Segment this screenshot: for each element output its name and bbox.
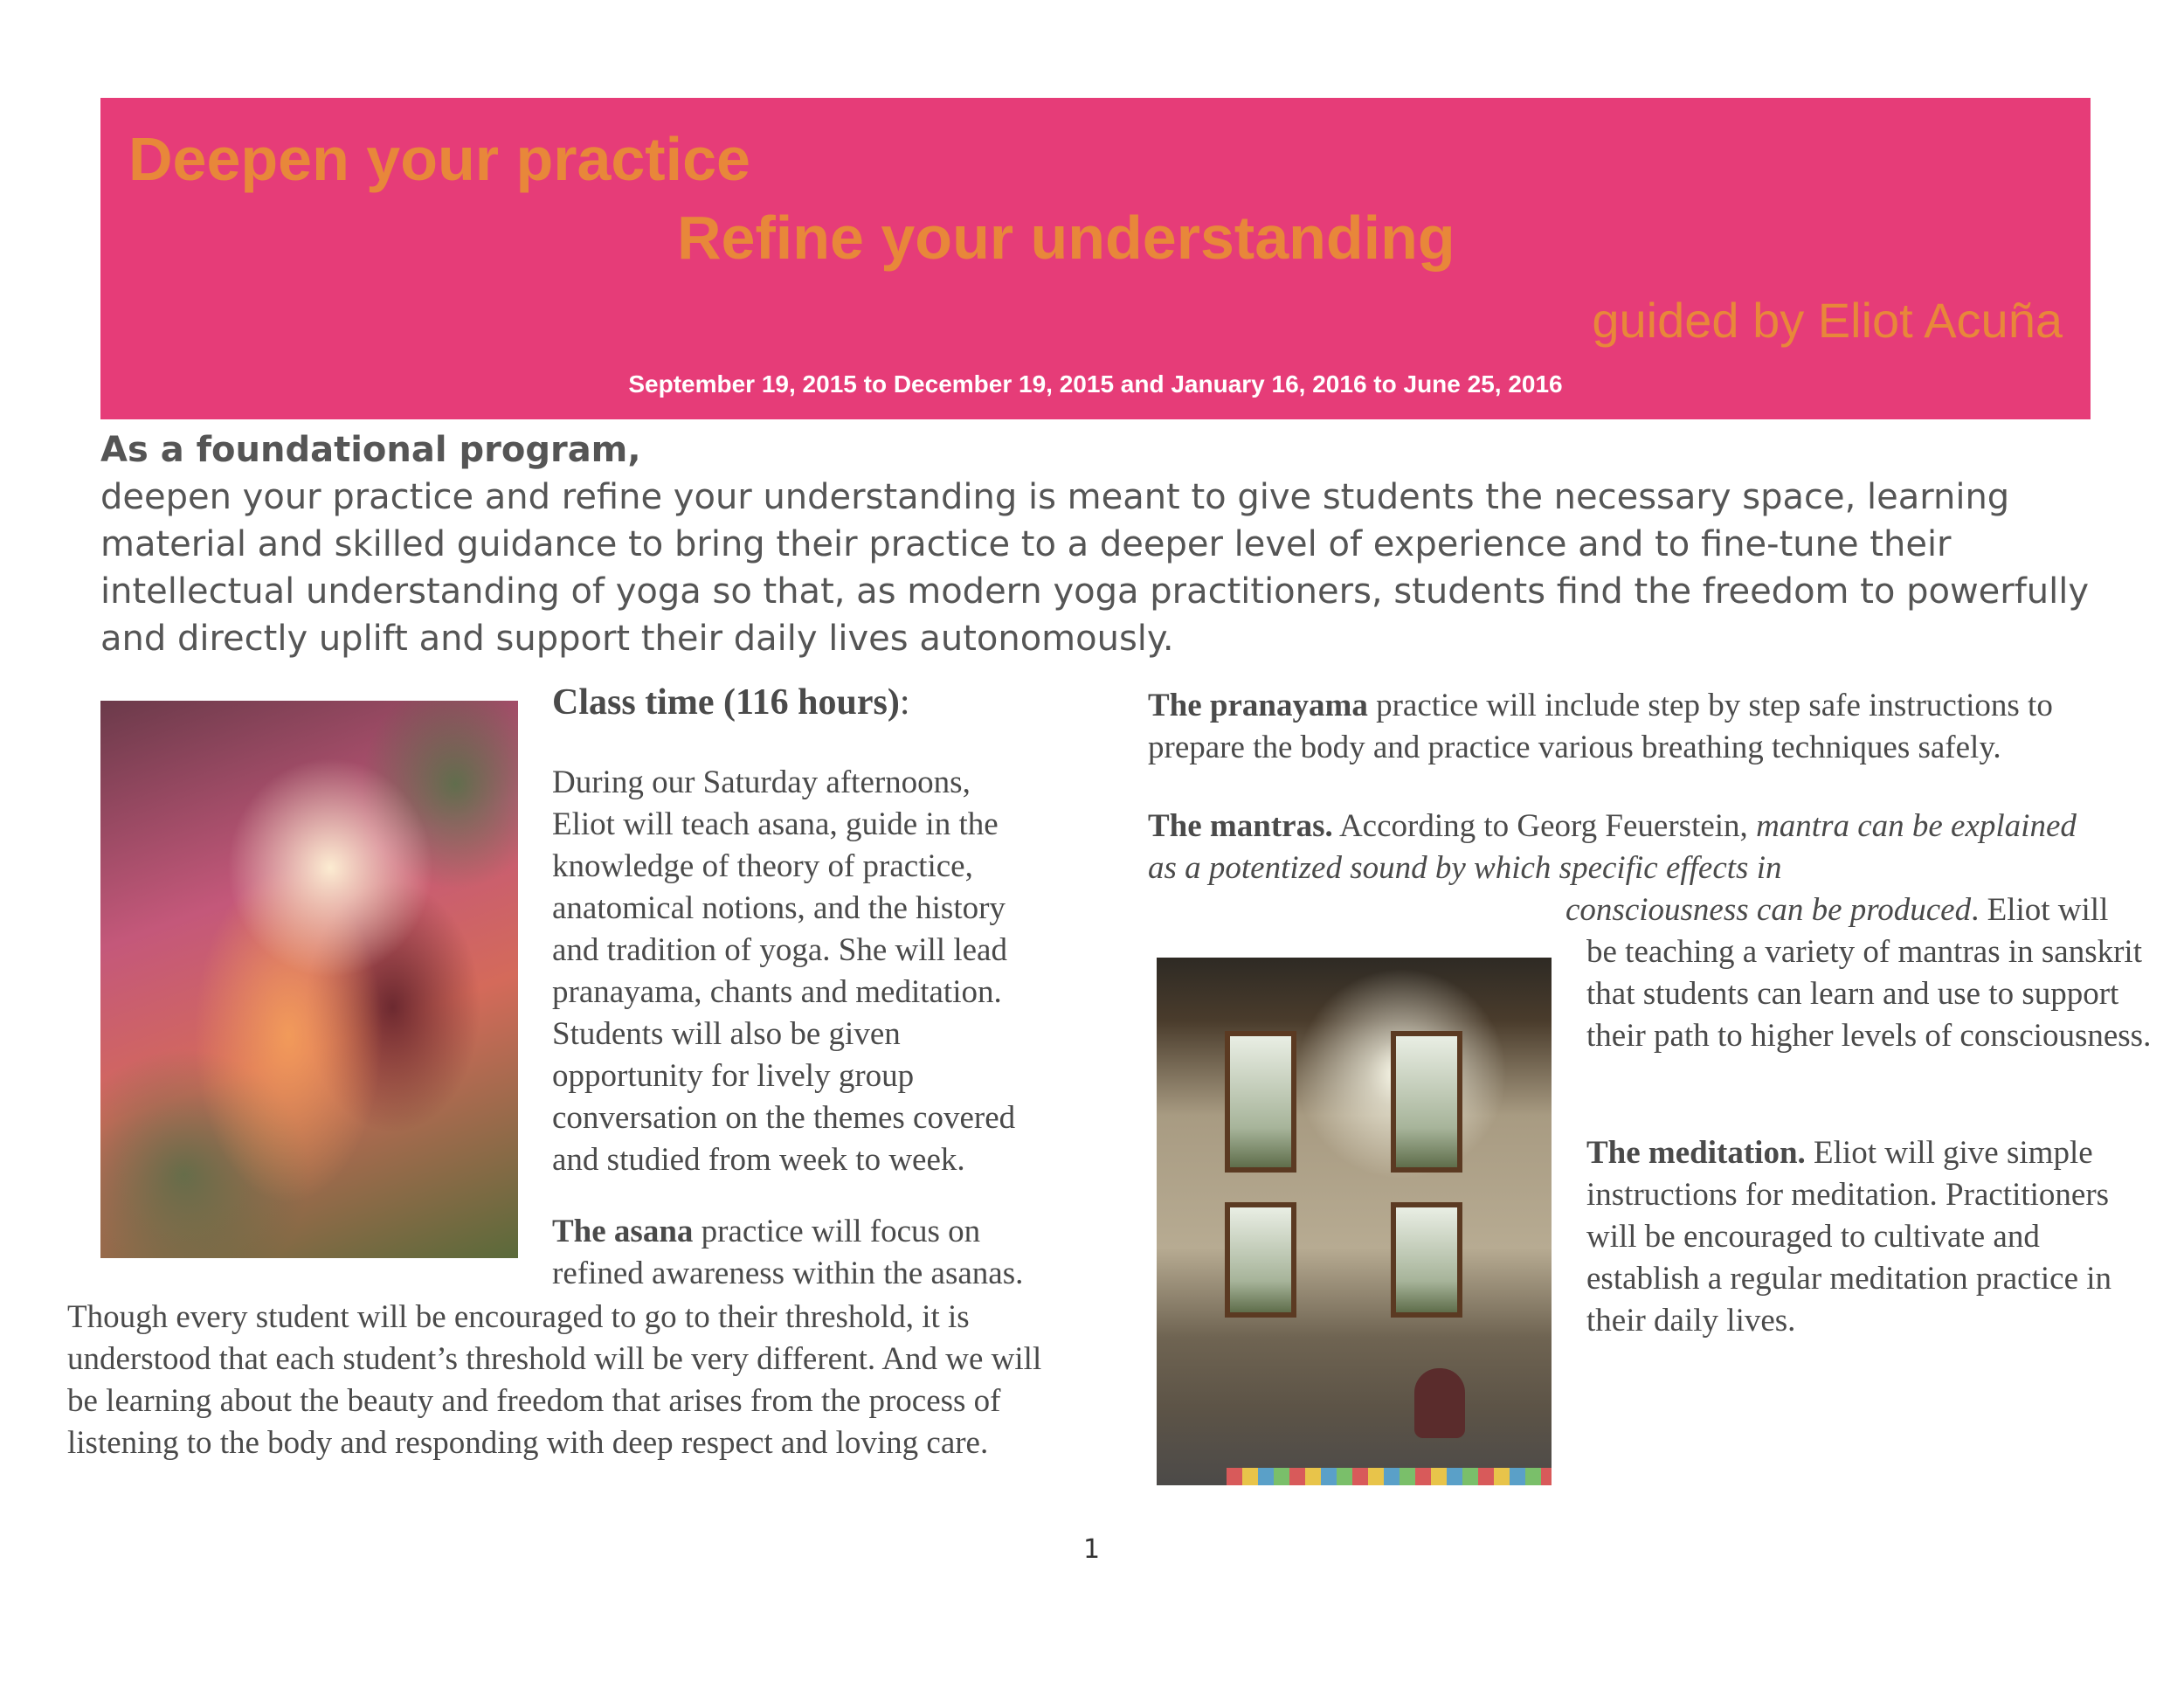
banner-dates: September 19, 2015 to December 19, 2015 and January 16, 2016 to June 25, 2016	[628, 370, 1563, 398]
pranayama-section	[1148, 685, 2144, 769]
asana-continuation	[67, 1297, 1063, 1464]
asana-lead: The asana	[552, 1214, 694, 1249]
meditation-lead: The meditation.	[1586, 1135, 1806, 1171]
mantras-continuation	[1586, 931, 2154, 1057]
banner-title-line2: Refine your understanding	[677, 204, 1455, 272]
class-time-colon: :	[899, 682, 910, 723]
mantras-after-quote: . Eliot will	[1971, 892, 2109, 928]
pranayama-body: practice will include step by step safe instructions to prepare the body and practice various breathing techniques safely.	[1148, 688, 2053, 765]
intro-body: deepen your practice and refine your understanding is meant to give students the necessary space, learning material and skilled guidance to bring their practice to a deeper level of experience and to fine-tune their intellectual understanding of yoga so that, as modern yoga practitioners, students find the freedom to powerfully and directly uplift and support their daily lives autonomously.	[100, 477, 2090, 659]
pranayama-lead: The pranayama	[1148, 688, 1368, 723]
yoga-pose-artwork-image	[100, 701, 518, 1258]
banner-title-line1: Deepen your practice	[128, 125, 750, 193]
mantras-section	[1148, 806, 2109, 889]
hall-window-upper-left	[1225, 1031, 1296, 1173]
hall-window-lower-right	[1391, 1202, 1462, 1318]
mantras-quote-part2: consciousness can be produced	[1565, 892, 1972, 928]
class-time-title: Class time (116 hours)	[552, 682, 900, 723]
page-number: 1	[1083, 1534, 1101, 1565]
asana-body-top: practice will focus on refined awareness within the asanas.	[552, 1214, 1024, 1291]
hall-window-lower-left	[1225, 1202, 1296, 1318]
mantras-body-continued: be teaching a variety of mantras in sanskrit that students can learn and use to support their path to higher levels of consciousness.	[1586, 934, 2152, 1054]
banner-guide-credit: guided by Eliot Acuña	[1592, 293, 2063, 348]
mantras-quote-part1: mantra can be explained as a potentized sound by which specific effects in	[1148, 808, 2077, 886]
class-time-body	[552, 762, 1041, 1181]
header-banner	[100, 98, 2091, 419]
hall-window-upper-right	[1391, 1031, 1462, 1173]
asana-body-continued: Though every student will be encouraged to go to their threshold, it is understood that each student’s threshold will be very different. And we will be learning about the beauty and freedom that arises from the process of listening to the body and responding with deep respect and loving care.	[67, 1299, 1042, 1461]
asana-section	[552, 1211, 1059, 1295]
intro-section	[100, 426, 2127, 662]
class-time-heading	[552, 681, 910, 723]
mantras-quote-line	[1565, 889, 2151, 931]
intro-heading: As a foundational program,	[100, 430, 641, 470]
mantras-lead: The mantras.	[1148, 808, 1333, 844]
meditation-body: Eliot will give simple instructions for meditation. Practitioners will be encouraged to cultivate and establish a regular meditation practice in their daily lives.	[1586, 1135, 2112, 1339]
meditating-person	[1414, 1368, 1465, 1438]
class-time-paragraph: During our Saturday afternoons, Eliot will teach asana, guide in the knowledge of theory of practice, anatomical notions, and the history and tradition of yoga. She will lead pranayama, chants and meditation. Students will also be given opportunity for lively group conversation on the themes covered and studied from week to week.	[552, 764, 1016, 1178]
striped-rug	[1227, 1468, 1552, 1485]
yoga-hall-photo-image	[1157, 958, 1552, 1485]
mantras-intro: According to Georg Feuerstein,	[1332, 808, 1757, 844]
meditation-section	[1586, 1132, 2154, 1342]
